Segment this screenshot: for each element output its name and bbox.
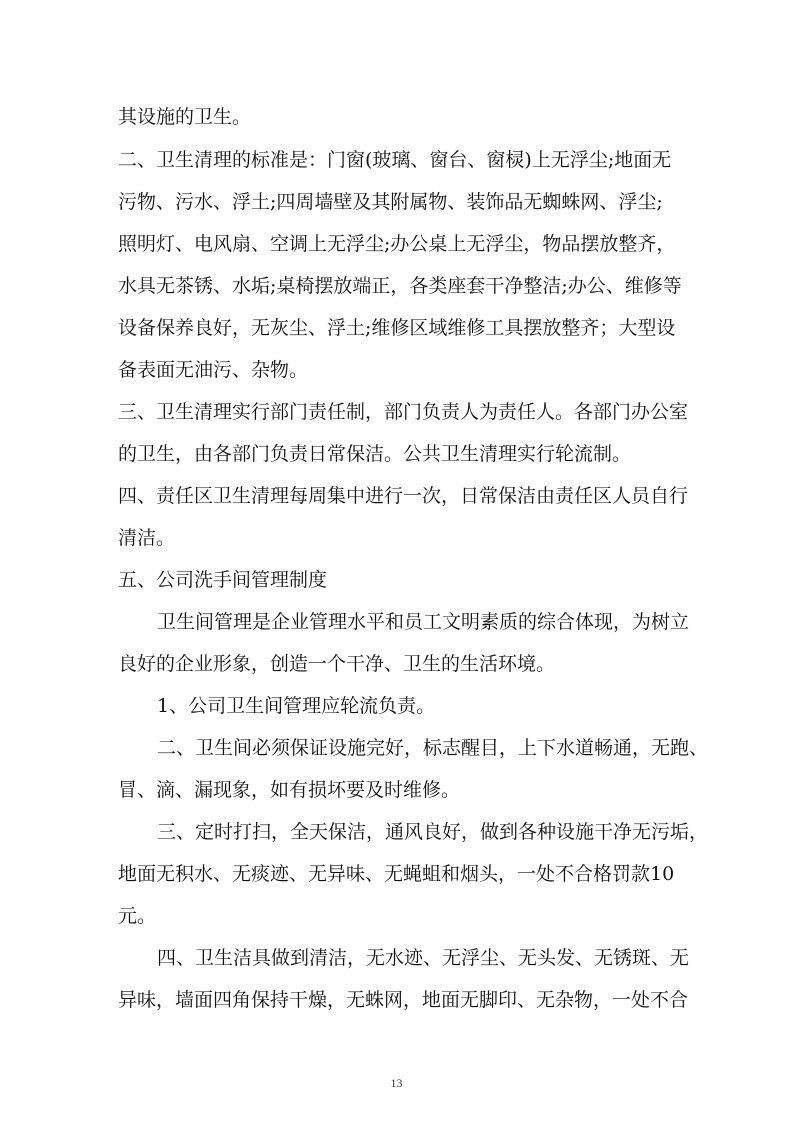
text-line: 清洁。: [118, 527, 176, 549]
text-line: 的卫生，由各部门负责日常保洁。公共卫生清理实行轮流制。: [118, 443, 632, 465]
text-line: 卫生间管理是企业管理水平和员工文明素质的综合体现，为树立: [157, 611, 690, 633]
text-line: 污物、污水、浮土;四周墙壁及其附属物、装饰品无蜘蛛网、浮尘;: [118, 191, 663, 213]
text-line: 其设施的卫生。: [118, 106, 252, 128]
text-line: 地面无积水、无痰迹、无异味、无蝇蛆和烟头，一处不合格罚款10: [118, 863, 675, 885]
section-heading: 五、公司洗手间管理制度: [118, 569, 328, 591]
text-line: 冒、滴、漏现象，如有损坏要及时维修。: [118, 779, 461, 801]
text-line: 备表面无油污、杂物。: [118, 359, 309, 381]
text-line: 二、卫生间必须保证设施完好，标志醒目，上下水道畅通，无跑、: [157, 737, 709, 759]
text-line: 设备保养良好，无灰尘、浮土;维修区域维修工具摆放整齐；大型设: [118, 317, 676, 339]
text-line: 三、定时打扫，全天保洁，通风良好，做到各种设施干净无污垢，: [157, 821, 709, 843]
text-line: 三、卫生清理实行部门责任制，部门负责人为责任人。各部门办公室: [118, 401, 689, 423]
text-line: 四、责任区卫生清理每周集中进行一次，日常保洁由责任区人员自行: [118, 485, 689, 507]
text-line: 二、卫生清理的标准是：门窗(玻璃、窗台、窗棂)上无浮尘;地面无: [118, 149, 672, 171]
text-line: 四、卫生洁具做到清洁，无水迹、无浮尘、无头发、无锈斑、无: [157, 947, 690, 969]
text-line: 元。: [118, 905, 157, 927]
text-line: 水具无茶锈、水垢;桌椅摆放端正，各类座套干净整洁;办公、维修等: [118, 275, 682, 297]
text-line: 照明灯、电风扇、空调上无浮尘;办公桌上无浮尘，物品摆放整齐，: [118, 233, 676, 255]
text-line: 良好的企业形象，创造一个干净、卫生的生活环境。: [118, 653, 556, 675]
text-line: 1、公司卫生间管理应轮流负责。: [157, 695, 436, 717]
page-number: 13: [390, 1076, 403, 1090]
text-line: 异味，墙面四角保持干燥，无蛛网，地面无脚印、无杂物，一处不合: [118, 989, 689, 1011]
